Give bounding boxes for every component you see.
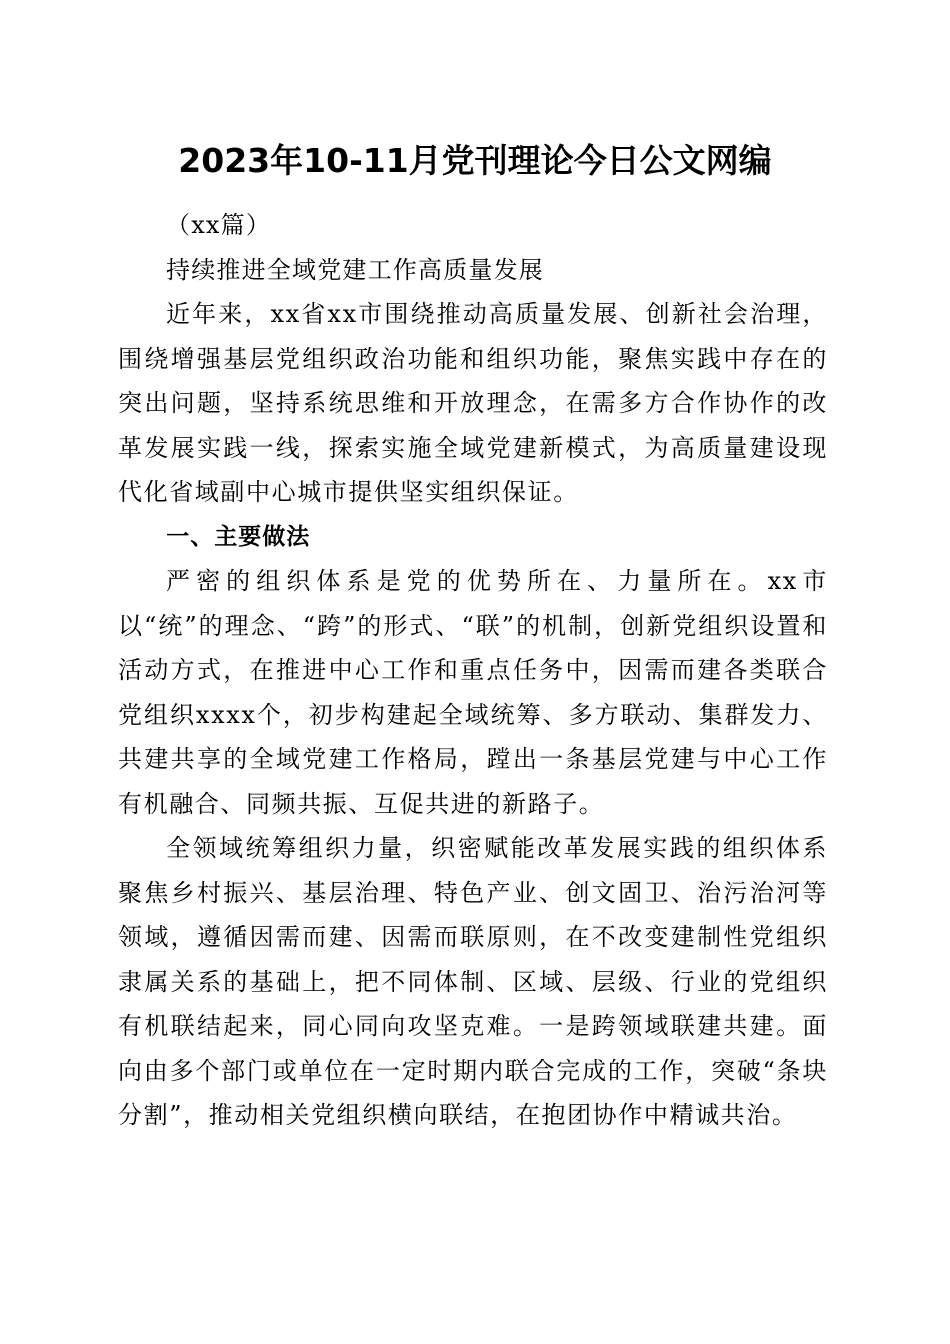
document-title: 2023年10-11月党刊理论今日公文网编 bbox=[178, 141, 772, 180]
body-paragraph-2: 全领域统筹组织力量，织密赋能改革发展实践的组织体系聚焦乡村振兴、基层治理、特色产业、创文固卫、治污治河等领域，遵循因需而建、因需而联原则，在不改变建制性党组织隶属关系的基础上，把不同体制、区域、层级、行业的党组织有机联结起来，同心同向攻坚克难。一是跨领域联建共建。面向由多个部门或单位在一定时期内联合完成的工作，突破“条块分割”，推动相关党组织横向联结，在抱团协作中精诚共治。 bbox=[118, 834, 828, 1129]
section-heading: 一、主要做法 bbox=[166, 523, 311, 550]
article-subtitle: 持续推进全域党建工作高质量发展 bbox=[166, 255, 544, 284]
body-paragraph-1: 严密的组织体系是党的优势所在、力量所在。xx市以“统”的理念、“跨”的形式、“联”的机制，创新党组织设置和活动方式，在推进中心工作和重点任务中，因需而建各类联合党组织xxxx个，初步构建起全域统筹、多方联动、集群发力、共建共享的全域党建工作格局，蹚出一条基层党建与中心工作有机融合、同频共振、互促共进的新路子。 bbox=[118, 567, 828, 818]
document-body bbox=[118, 203, 828, 1138]
article-count-note: （xx篇） bbox=[166, 211, 272, 239]
intro-paragraph: 近年来，xx省xx市围绕推动高质量发展、创新社会治理，围绕增强基层党组织政治功能和组织功能，聚焦实践中存在的突出问题，坚持系统思维和开放理念，在需多方合作协作的改革发展实践一线，探索实施全域党建新模式，为高质量建设现代化省域副中心城市提供坚实组织保证。 bbox=[118, 300, 828, 506]
